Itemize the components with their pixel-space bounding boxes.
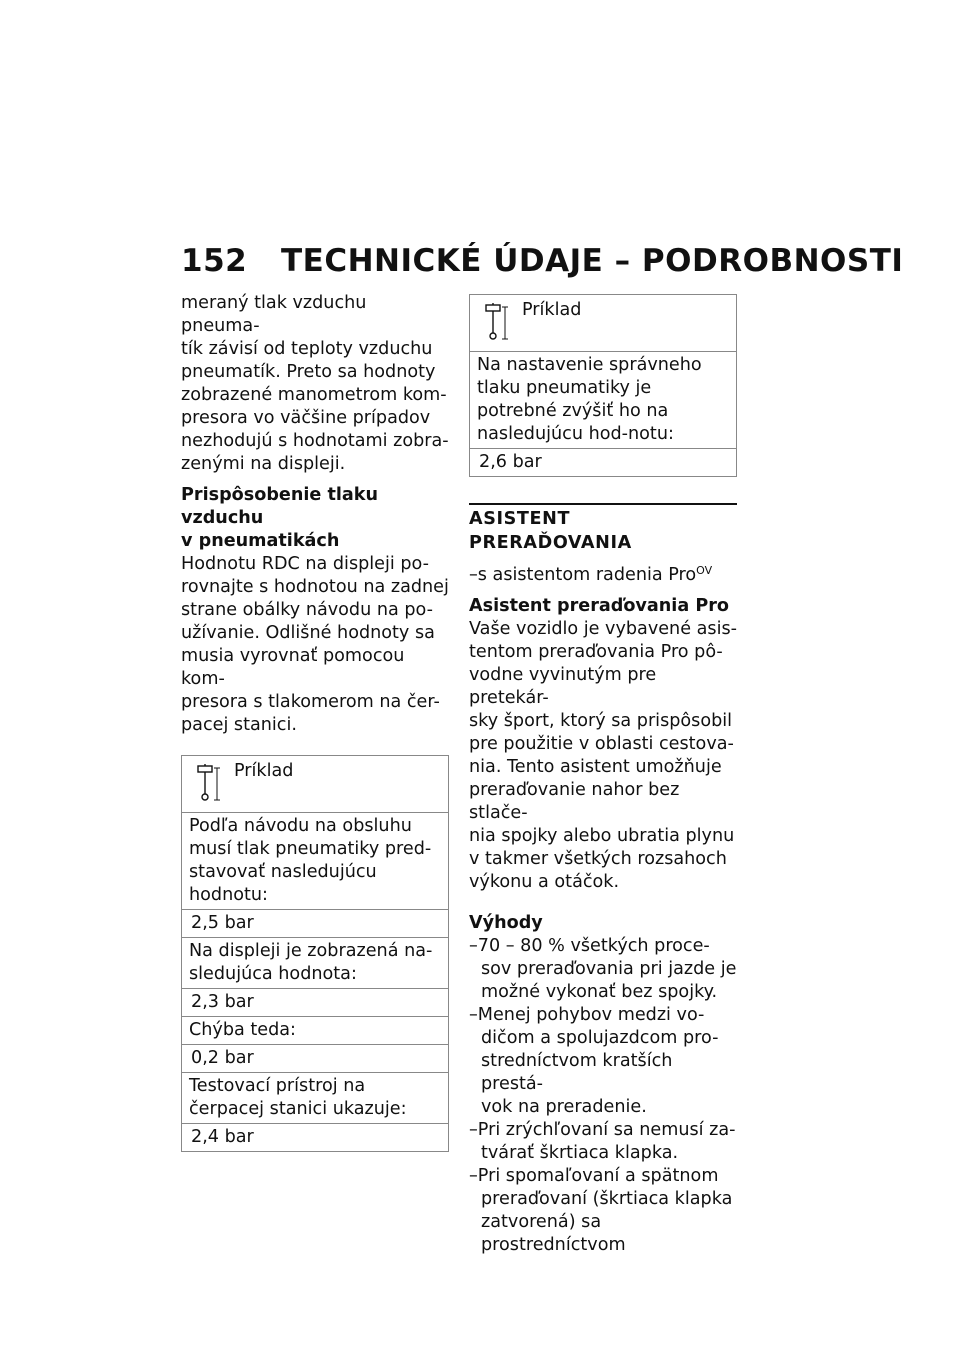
- subheading-line: Prispôsobenie tlaku vzduchu: [181, 485, 378, 528]
- text-line: pre použitie v oblasti cestova-: [469, 734, 734, 754]
- list-item: [469, 1119, 737, 1165]
- example-value: 2,3 bar: [182, 989, 448, 1017]
- text-line: strane obálky návodu na po-: [181, 600, 433, 620]
- intro-paragraph: [181, 292, 449, 476]
- example-header: [470, 295, 736, 352]
- list-line: sov preraďovania pri jazde je: [481, 959, 737, 979]
- text-line: nia spojky alebo ubratia plynu: [469, 826, 735, 846]
- text-line: rovnajte s hodnotou na zadnej: [181, 577, 449, 597]
- subheading-tire-pressure: [181, 484, 449, 553]
- text-line: preraďovanie nahor bez stlače-: [469, 780, 680, 823]
- advantages-list: [469, 935, 737, 1257]
- text-line: zenými na displeji.: [181, 454, 346, 474]
- text-line: tík závisí od teploty vzduchu: [181, 339, 433, 359]
- text-line: musia vyrovnať pomocou kom-: [181, 646, 405, 689]
- left-column: [181, 292, 449, 1152]
- text-line: pacej stanici.: [181, 715, 297, 735]
- text-line: sky šport, ktorý sa prispôsobil: [469, 711, 733, 731]
- list-line: dičom a spolujazdcom pro-: [481, 1028, 719, 1048]
- page-header: [181, 243, 904, 279]
- gauge-icon: [484, 303, 508, 341]
- gauge-icon: [196, 764, 220, 802]
- text-line: nia. Tento asistent umožňuje: [469, 757, 722, 777]
- example-row: Chýba teda:: [182, 1017, 448, 1045]
- advantages-title: Výhody: [469, 913, 543, 933]
- example-row: Testovací prístroj na čerpacej stanici ukazuje:: [182, 1073, 448, 1124]
- example-label: Príklad: [522, 300, 582, 320]
- example-value: 2,4 bar: [191, 1127, 254, 1147]
- text-line: presora s tlakomerom na čer-: [181, 692, 440, 712]
- example-label: Príklad: [234, 761, 294, 781]
- subheading-shift-assistant: Asistent preraďovania Pro: [469, 596, 729, 616]
- list-line: –Menej pohybov medzi vo-: [469, 1005, 705, 1025]
- list-line: vok na preradenie.: [481, 1097, 647, 1117]
- text-line: Hodnotu RDC na displeji po-: [181, 554, 429, 574]
- text-line: výkonu a otáčok.: [469, 872, 620, 892]
- section-title: ASISTENT PRERAĎOVANIA: [469, 503, 737, 555]
- subheading-line: v pneumatikách: [181, 531, 340, 551]
- option-superscript: OV: [696, 564, 713, 577]
- option-line: [469, 559, 737, 587]
- list-line: možné vykonať bez spojky.: [481, 982, 718, 1002]
- text-line: v takmer všetkých rozsahoch: [469, 849, 727, 869]
- example-row: Na displeji je zobrazená na-sledujúca hodnota:: [182, 938, 448, 989]
- page-title: TECHNICKÉ ÚDAJE – PODROBNOSTI: [281, 243, 904, 279]
- example-value: 2,5 bar: [182, 910, 448, 938]
- list-line: tvárať škrtiaca klapka.: [481, 1143, 679, 1163]
- list-line: stredníctvom kratších prestá-: [481, 1051, 673, 1094]
- example-box: [469, 294, 737, 477]
- body-paragraph: [469, 618, 737, 894]
- right-column: [469, 292, 737, 1257]
- example-row: Podľa návodu na obsluhu musí tlak pneumatiky pred-stavovať nasledujúcu hodnotu:: [182, 813, 448, 910]
- list-line: –Pri zrýchľovaní sa nemusí za-: [469, 1120, 736, 1140]
- list-line: zatvorená) sa prostredníctvom: [481, 1212, 626, 1255]
- example-row: Na nastavenie správneho tlaku pneumatiky je potrebné zvýšiť ho na nasledujúcu hod-notu:: [470, 352, 736, 449]
- text-line: pneumatík. Preto sa hodnoty: [181, 362, 436, 382]
- text-line: vodne vyvinutým pre pretekár-: [469, 665, 657, 708]
- body-paragraph: [181, 553, 449, 737]
- page-number: 152: [181, 243, 248, 279]
- example-header: [182, 756, 448, 813]
- list-line: –70 – 80 % všetkých proce-: [469, 936, 710, 956]
- text-line: užívanie. Odlišné hodnoty sa: [181, 623, 435, 643]
- text-line: meraný tlak vzduchu pneuma-: [181, 293, 367, 336]
- example-value: 2,6 bar: [479, 452, 542, 472]
- text-line: zobrazené manometrom kom-: [181, 385, 447, 405]
- list-item: [469, 1004, 737, 1119]
- text-line: Vaše vozidlo je vybavené asis-: [469, 619, 737, 639]
- text-line: tentom preraďovania Pro pô-: [469, 642, 723, 662]
- list-line: preraďovaní (škrtiaca klapka: [481, 1189, 733, 1209]
- example-value: 0,2 bar: [182, 1045, 448, 1073]
- list-line: –Pri spomaľovaní a spätnom: [469, 1166, 719, 1186]
- text-line: presora vo väčšine prípadov: [181, 408, 431, 428]
- example-box: [181, 755, 449, 1152]
- list-item: [469, 1165, 737, 1257]
- text-line: nezhodujú s hodnotami zobra-: [181, 431, 449, 451]
- option-text: –s asistentom radenia Pro: [469, 565, 697, 585]
- list-item: [469, 935, 737, 1004]
